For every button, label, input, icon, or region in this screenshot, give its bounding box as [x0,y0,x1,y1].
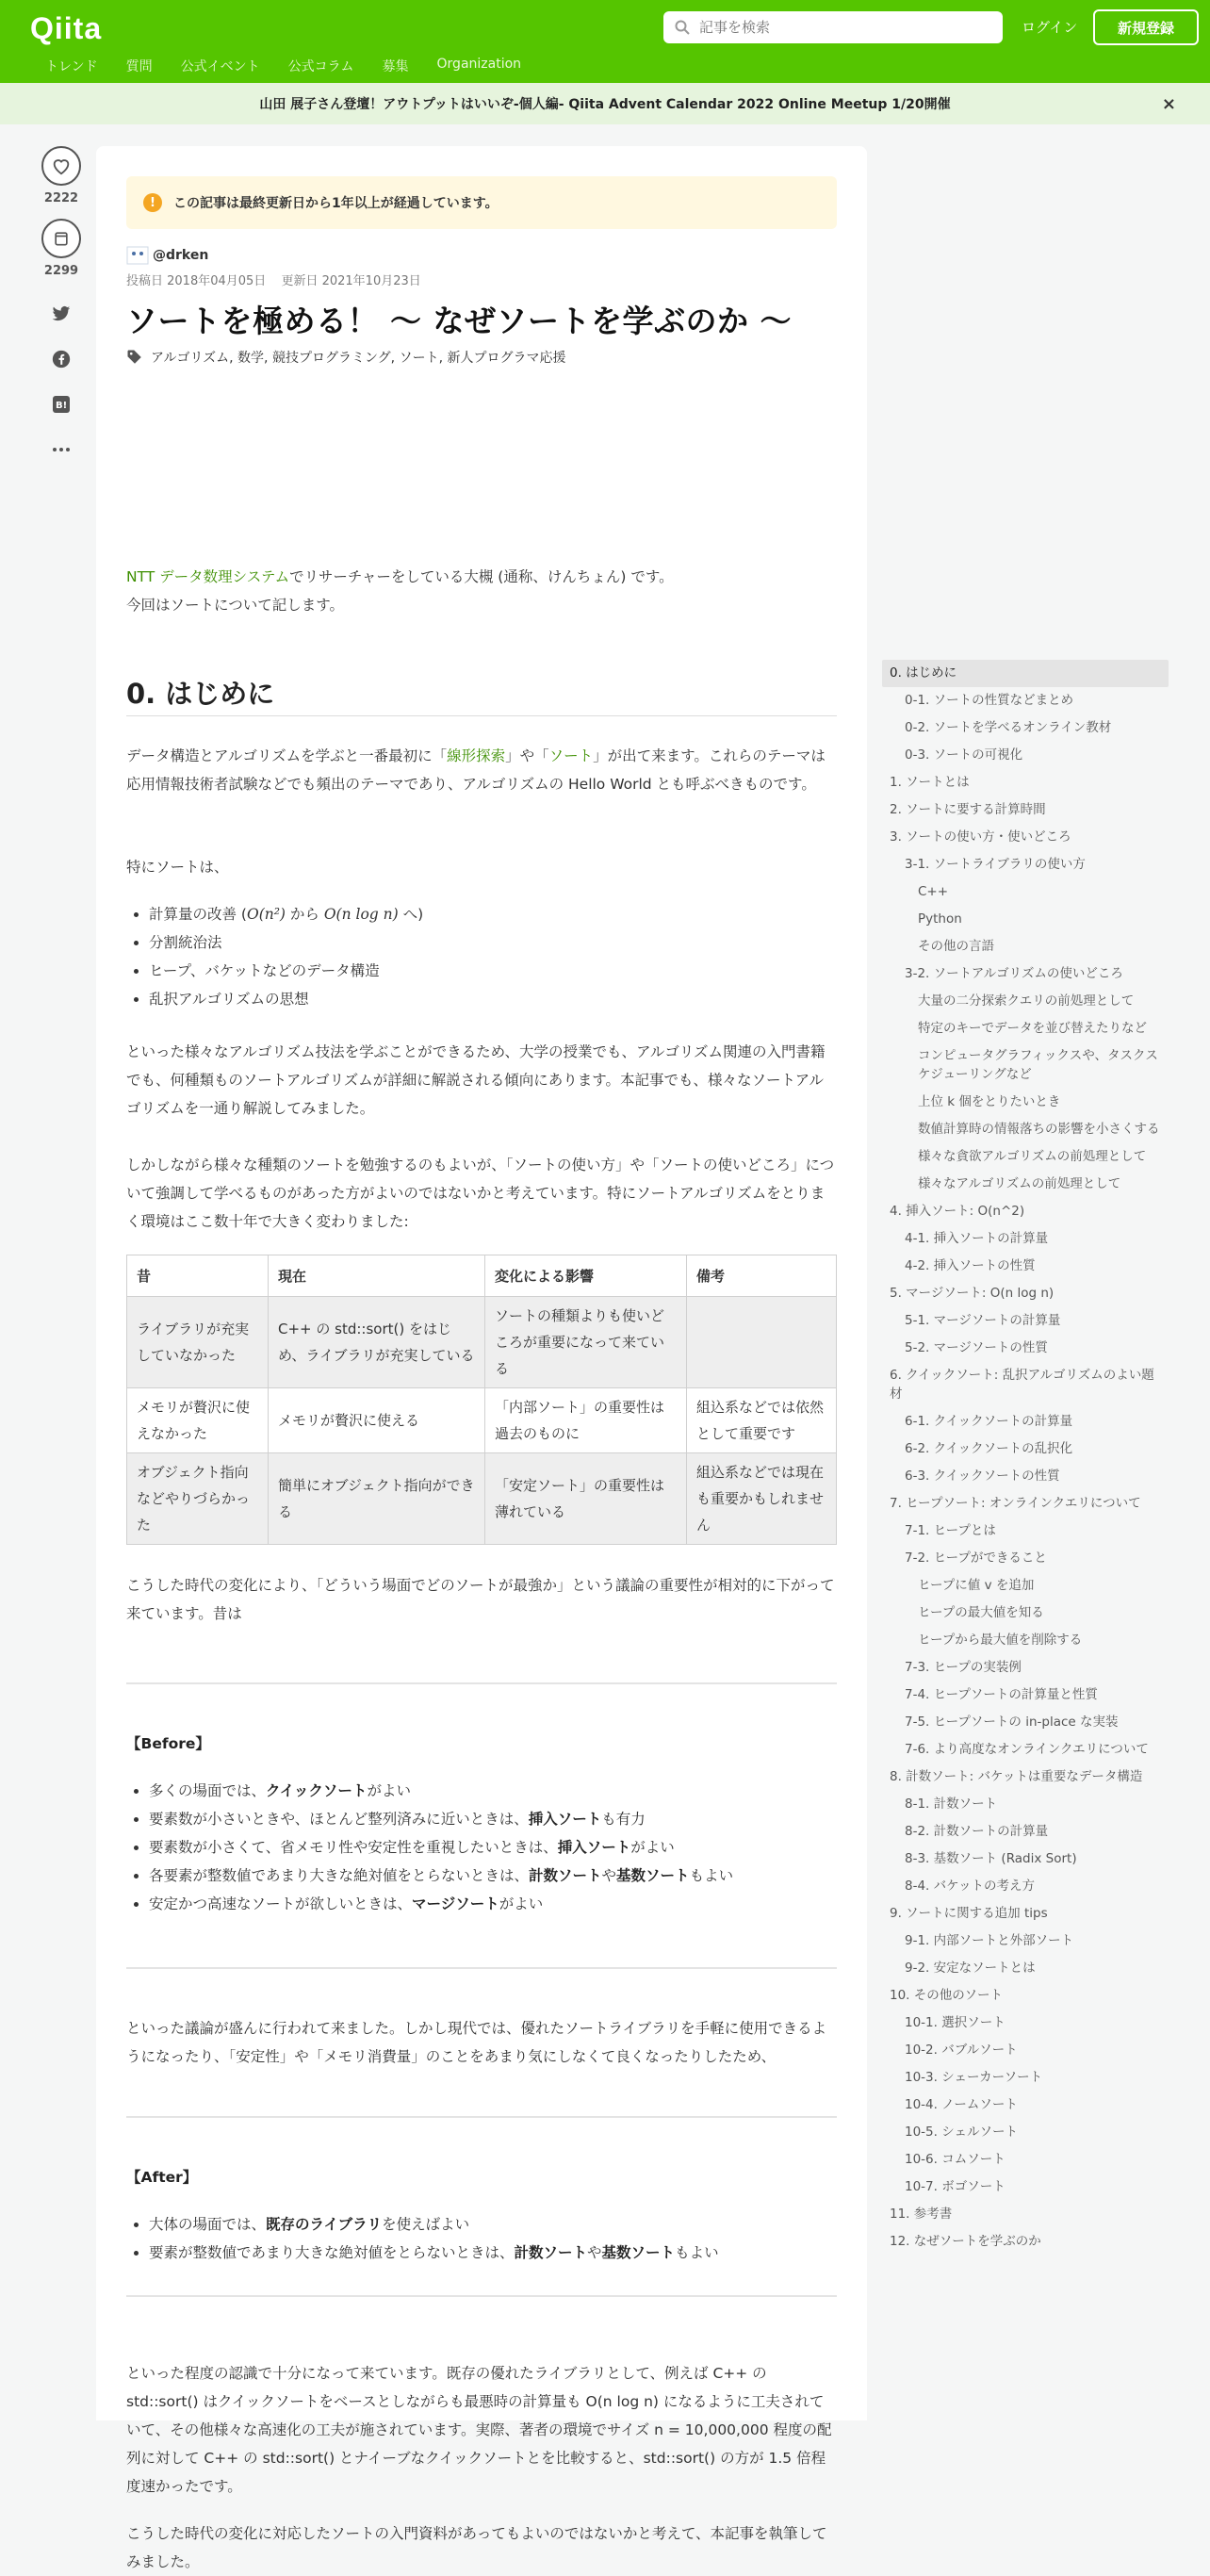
table-cell: 簡単にオブジェクト指向ができる [269,1453,485,1545]
list-item: • 要素数が小さくて、省メモリ性や安定性を重視したいときは、挿入ソートがよい [149,1833,837,1862]
svg-text:B!: B! [56,401,68,411]
list-item: • 安定かつ高速なソートが欲しいときは、マージソートがよい [149,1890,837,1918]
table-row [127,1297,837,1388]
nav-organization[interactable]: Organization [436,57,522,72]
nav-official-column[interactable]: 公式コラム [287,59,354,74]
toc-item[interactable]: その他の言語 [918,939,994,954]
list-item: • 要素が整数値であまり大きな絶対値をとらないときは、計数ソートや基数ソートもよい [149,2239,837,2267]
table-header: 変化による影響 [485,1255,687,1297]
p1-text: データ構造とアルゴリズムを学ぶと一番最初に「 [126,747,448,764]
toc-item[interactable]: 5. マージソート: O(n log n) [890,1286,1055,1301]
toc-item[interactable]: 0. はじめに [882,660,1169,687]
toc-item[interactable]: 1. ソートとは [890,775,970,790]
list-item: • 乱択アルゴリズムの思想 [149,985,837,1013]
toc-item[interactable]: 6. クイックソート: 乱択アルゴリズムのよい題材 [890,1368,1154,1402]
hatena-icon [53,396,70,413]
toc-item[interactable]: 上位 k 個をとりたいとき [918,1094,1061,1109]
article-dates [126,271,433,288]
stock-icon [52,229,71,248]
p1-text: 」や「 [505,747,549,764]
section-heading: 0. はじめに [126,680,837,716]
nav-recruit[interactable]: 募集 [382,59,409,74]
toc-item[interactable]: 10. その他のソート [890,1988,1003,2003]
divider [126,2295,837,2297]
sort-link[interactable]: ソート [548,747,594,764]
warning-text: この記事は最終更新日から1年以上が経過しています。 [173,196,499,211]
table-cell: メモリが贅沢に使える [269,1388,485,1453]
intro-paragraph [126,563,837,619]
toc-item[interactable]: 3. ソートの使い方・使いどころ [890,829,1071,845]
paragraph-1 [126,742,837,798]
table-cell: 組込系などでは現在も重要かもしれません [687,1453,837,1545]
table-of-contents [882,660,1169,2256]
list-item: • 分割統治法 [149,928,837,957]
like-button[interactable] [41,146,81,186]
toc-item[interactable]: 0-3. ソートの可視化 [905,747,1023,763]
list-item: • 各要素が整数値であまり大きな絶対値をとらないときは、計数ソートや基数ソートもよい [149,1862,837,1890]
toc-item[interactable]: 10-7. ボゴソート [905,2179,1006,2194]
paragraph-4: しかしながら様々な種類のソートを勉強するのもよいが、「ソートの使い方」や「ソートの使いどころ」について強調して学べるものがあった方がよいのではないかと考えています。特にソートアルゴリズムをとりまく環境はここ数十年で大きく変わりました: [126,1157,835,1230]
paragraph-5: こうした時代の変化により、「どういう場面でどのソートが最強か」という議論の重要性が相対的に下がって来ています。昔は [126,1577,835,1622]
table-cell: C++ の std::sort() をはじめ、ライブラリが充実している [269,1297,485,1388]
banner-text[interactable]: 山田 展子さん登壇！アウトプットはいいぞ-個人編- Qiita Advent Calendar 2022 Online Meetup 1/20開催 [259,97,951,112]
list-item: • 多くの場面では、クイックソートがよい [149,1777,837,1805]
toc-item[interactable]: 特定のキーでデータを並び替えたりなど [918,1021,1147,1036]
list-item: • 大体の場面では、既存のライブラリを使えばよい [149,2210,837,2239]
table-cell: ライブラリが充実していなかった [127,1297,269,1388]
toc-item[interactable]: 9-2. 安定なソートとは [905,1961,1036,1976]
event-banner[interactable] [0,83,1210,124]
table-cell: 「内部ソート」の重要性は過去のものに [485,1388,687,1453]
after-label: 【After】 [126,2169,198,2186]
toc-item[interactable]: C++ [918,884,949,899]
toc-item[interactable]: 4-2. 挿入ソートの性質 [905,1258,1036,1273]
comparison-table [126,1255,837,1545]
toc-item[interactable]: ヒープの最大値を知る [918,1605,1044,1620]
like-count: 2222 [43,191,79,205]
toc-item[interactable]: 数値計算時の情報落ちの影響を小さくする [918,1122,1160,1137]
toc-item[interactable]: 大量の二分探索クエリの前処理として [918,993,1135,1009]
author-name[interactable]: @drken [153,248,209,263]
before-label: 【Before】 [126,1735,210,1752]
article-card [96,146,867,2570]
signup-button[interactable]: 新規登録 [1093,9,1199,45]
table-row [127,1388,837,1453]
table-cell: 組込系などでは依然として重要です [687,1388,837,1453]
p1-text: 」が出て来ます。これらのテーマは応用情報技術者試験などでも頻出のテーマであり、アルゴリズムの Hello World とも呼ぶべきものです。 [126,747,826,793]
nav-official-events[interactable]: 公式イベント [180,59,260,74]
search-input[interactable] [699,19,982,36]
paragraph-7: といった程度の認識で十分になって来ています。既存の優れたライブラリとして、例えば C++ の std::sort() はクイックソートをベースとしながらも最悪時の計算量も O(n log n) になるように工夫されていて、その他様々な高速化の工夫が施されています。実際、著者の環境でサイズ n = 10,000,000 程度の配列に対して C++ の std::sort() とナイーブなクイックソートとを比較すると、std::sort() の方が 1.5 倍程度速かったです。 [126,2365,832,2495]
more-icon [52,447,71,452]
toc-item[interactable]: コンピュータグラフィックスや、タスクスケジューリングなど [918,1048,1158,1082]
nav-trend[interactable]: トレンド [45,59,98,74]
toc-item[interactable]: ヒープから最大値を削除する [918,1633,1083,1648]
toc-item[interactable]: 8-1. 計数ソート [905,1797,998,1812]
intro-text-2: 今回はソートについて記します。 [126,597,344,614]
toc-item[interactable]: 10-6. コムソート [905,2152,1006,2167]
outdated-warning [126,176,837,229]
stock-count: 2299 [43,264,79,278]
table-cell: メモリが贅沢に使えなかった [127,1388,269,1453]
paragraph-2: 特にソートは、 [126,859,229,876]
article-title: ソートを極める！ 〜 なぜソートを学ぶのか 〜 [126,303,792,339]
toc-item[interactable]: 7-4. ヒープソートの計算量と性質 [905,1687,1098,1702]
avatar[interactable] [126,246,149,265]
table-cell: オブジェクト指向などやりづらかった [127,1453,269,1545]
close-icon[interactable]: × [1161,94,1176,114]
paragraph-6: といった議論が盛んに行われて来ました。しかし現代では、優れたソートライブラリを手軽に使用できるようになったり、「安定性」や「メモリ消費量」のことをあまり気にしなくて良くなったりしたため、 [126,2020,827,2065]
toc-item[interactable]: 8-4. バケットの考え方 [905,1879,1035,1894]
toc-item[interactable]: 12. なぜソートを学ぶのか [890,2234,1041,2249]
toc-item[interactable]: 10-4. ノームソート [905,2097,1018,2112]
site-header [0,0,1210,83]
table-header: 昔 [127,1255,269,1297]
toc-item[interactable]: 3-1. ソートライブラリの使い方 [905,857,1086,872]
tag-list [126,348,565,367]
hatena-share[interactable] [41,382,81,427]
toc-item[interactable]: 6-3. クイックソートの性質 [905,1468,1060,1484]
toc-item[interactable]: 7-5. ヒープソートの in-place な実装 [905,1715,1119,1730]
nav-questions[interactable]: 質問 [125,59,153,74]
facebook-share[interactable] [41,336,81,382]
paragraph-3: といった様々なアルゴリズム技法を学ぶことができるため、大学の授業でも、アルゴリズム関連の入門書籍でも、何種類ものソートアルゴリズムが詳細に解説される傾向にあります。本記事でも、様々なソートアルゴリズムを一通り解説してみました。 [126,1043,826,1117]
divider [126,2116,837,2118]
toc-item[interactable]: 3-2. ソートアルゴリズムの使いどころ [905,966,1123,981]
paragraph-8: こうした時代の変化に対応したソートの入門資料があってもよいのではないかと考えて、本記事を執筆してみました。 [126,2525,827,2570]
table-header: 備考 [687,1255,837,1297]
toc-item[interactable]: 7. ヒープソート: オンラインクエリについて [890,1496,1141,1511]
qiita-logo[interactable]: Qiita [30,11,103,45]
list-item: • ヒープ、バケットなどのデータ構造 [149,957,837,985]
table-cell: 「安定ソート」の重要性は薄れている [485,1453,687,1545]
toc-item[interactable]: ヒープに値 v を追加 [918,1578,1035,1593]
toc-item[interactable]: 10-5. シェルソート [905,2125,1018,2140]
divider [126,1967,837,1969]
table-row [127,1453,837,1545]
after-list [126,2210,837,2267]
toc-item[interactable]: 7-2. ヒープができること [905,1551,1047,1566]
toc-item[interactable]: 6-2. クイックソートの乱択化 [905,1441,1073,1456]
list-item: • 計算量の改善 (O(n²) から O(n log n) へ) [149,900,837,928]
global-nav [45,57,549,75]
toc-item[interactable]: 11. 参考書 [890,2207,953,2222]
info-icon: ! [143,193,162,212]
toc-item[interactable]: 8-2. 計数ソートの計算量 [905,1824,1049,1839]
facebook-icon [52,350,71,369]
toc-item[interactable]: 0-1. ソートの性質などまとめ [905,693,1074,708]
toc-item[interactable]: 7-3. ヒープの実装例 [905,1660,1022,1675]
linear-search-link[interactable]: 線形探索 [447,747,506,764]
tag-icon [126,349,143,366]
before-list [126,1777,837,1918]
toc-item[interactable]: 2. ソートに要する計算時間 [890,802,1046,817]
toc-item[interactable]: 9. ソートに関する追加 tips [890,1906,1048,1921]
toc-item[interactable]: 様々な貪欲アルゴリズムの前処理として [918,1149,1147,1164]
table-cell: ソートの種類よりも使いどころが重要になって来ている [485,1297,687,1388]
updated-date: 更新日 2021年10月23日 [281,274,421,288]
search-icon [675,20,690,35]
toc-item[interactable]: 5-2. マージソートの性質 [905,1340,1048,1355]
technique-list [126,900,837,1013]
toc-item[interactable]: 8-3. 基数ソート (Radix Sort) [905,1851,1077,1866]
more-button[interactable] [41,427,81,472]
toc-item[interactable]: 5-1. マージソートの計算量 [905,1313,1061,1328]
toc-item[interactable]: 7-6. より高度なオンラインクエリについて [905,1742,1149,1757]
ntt-link[interactable]: NTT データ数理システム [126,568,290,585]
toc-item[interactable]: 7-1. ヒープとは [905,1523,996,1538]
toc-item[interactable]: 4-1. 挿入ソートの計算量 [905,1231,1049,1246]
toc-item[interactable]: 4. 挿入ソート: O(n^2) [890,1204,1025,1219]
toc-item[interactable]: 6-1. クイックソートの計算量 [905,1414,1073,1429]
toc-item[interactable]: 様々なアルゴリズムの前処理として [918,1176,1121,1191]
toc-item[interactable]: 9-1. 内部ソートと外部ソート [905,1933,1074,1948]
toc-item[interactable]: 10-3. シェーカーソート [905,2070,1043,2085]
toc-item[interactable]: Python [918,911,962,927]
search-box[interactable] [663,11,1003,43]
author[interactable] [126,246,208,265]
stock-button[interactable] [41,219,81,258]
tags-text[interactable]: アルゴリズム, 数学, 競技プログラミング, ソート, 新人プログラマ応援 [151,351,566,366]
table-cell [687,1297,837,1388]
posted-date: 投稿日 2018年04月05日 [126,274,267,288]
twitter-icon [52,305,71,322]
toc-item[interactable]: 10-2. バブルソート [905,2043,1018,2058]
divider [126,1682,837,1684]
list-item: • 要素数が小さいときや、ほとんど整列済みに近いときは、挿入ソートも有力 [149,1805,837,1833]
toc-item[interactable]: 0-2. ソートを学べるオンライン教材 [905,720,1112,735]
table-header: 現在 [269,1255,485,1297]
toc-item[interactable]: 8. 計数ソート: バケットは重要なデータ構造 [890,1769,1143,1784]
twitter-share[interactable] [41,291,81,336]
intro-text: でリサーチャーをしている大槻 (通称、けんちょん) です。 [289,568,674,585]
heart-icon [51,156,72,176]
action-rail [41,146,83,472]
login-link[interactable]: ログイン [1022,19,1078,36]
toc-item[interactable]: 10-1. 選択ソート [905,2015,1006,2030]
